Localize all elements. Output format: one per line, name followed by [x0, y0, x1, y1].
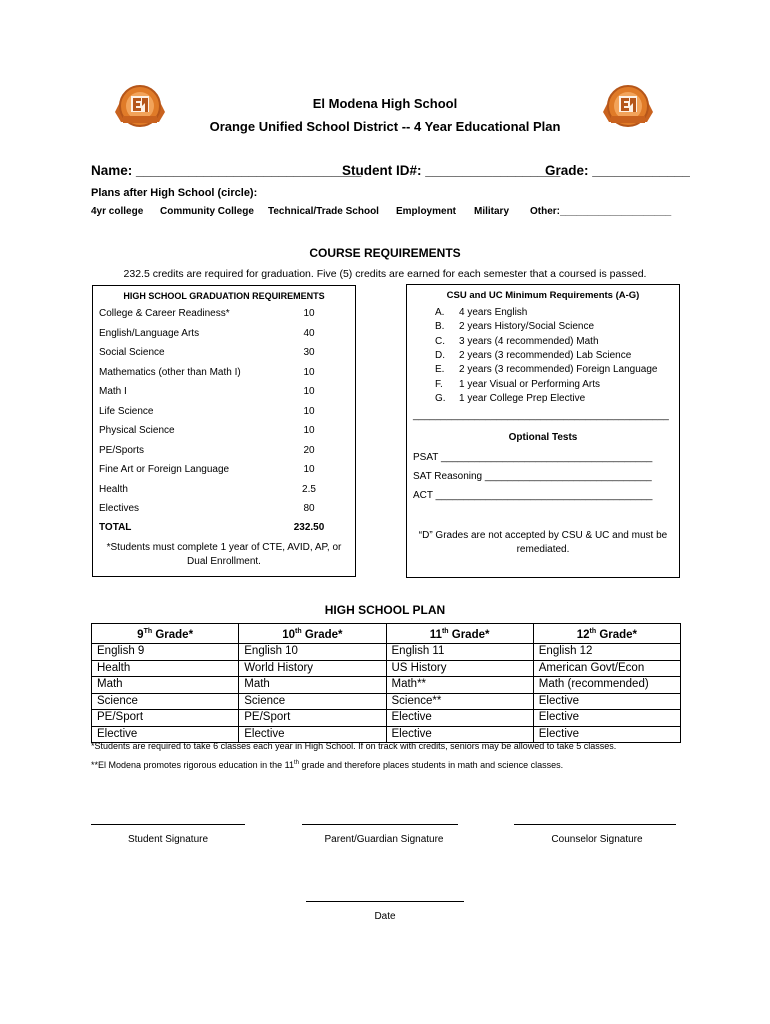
- high-school-plan-heading: HIGH SCHOOL PLAN: [324, 603, 446, 617]
- csu-item-letter: C.: [435, 335, 445, 347]
- csu-uc-heading: CSU and UC Minimum Requirements (A-G): [446, 290, 640, 301]
- csu-item-text: 3 years (4 recommended) Math: [459, 335, 599, 347]
- csu-item-text: 1 year College Prep Elective: [459, 392, 586, 404]
- grade-suffix: th: [441, 628, 449, 635]
- table-row: [92, 693, 681, 710]
- district-title: Orange Unified School District -- 4 Year Educational Plan: [209, 119, 561, 134]
- grad-requirement-row: [99, 347, 349, 361]
- plan-course-cell[interactable]: PE/Sport: [92, 710, 239, 727]
- grad-requirement-row: [99, 328, 349, 342]
- plan-course-cell[interactable]: Math (recommended): [533, 677, 680, 694]
- grad-requirement-label: Life Science: [99, 405, 154, 417]
- plan-option-employment[interactable]: Employment: [396, 206, 457, 217]
- grad-requirement-row: [99, 425, 349, 439]
- plan-course-cell[interactable]: Elective: [533, 693, 680, 710]
- date-line[interactable]: [306, 901, 464, 902]
- plan-note-1: *Students are required to take 6 classes each year in High School. If on track with credits, seniors may be allowed to take 5 classes.: [91, 741, 617, 751]
- sat-field[interactable]: SAT Reasoning ______________________________: [413, 471, 652, 482]
- plan-course-cell[interactable]: Elective: [239, 726, 386, 743]
- grade-label: Grade*: [599, 628, 638, 641]
- student-id-field-label[interactable]: Student ID#: __________________: [342, 163, 561, 178]
- plan-course-cell[interactable]: Health: [92, 660, 239, 677]
- plan-option-community-college[interactable]: Community College: [160, 206, 254, 217]
- plan-course-cell[interactable]: US History: [386, 660, 533, 677]
- counselor-signature-line[interactable]: [514, 824, 676, 825]
- plan-course-cell[interactable]: Elective: [533, 710, 680, 727]
- csu-item-text: 2 years (3 recommended) Lab Science: [459, 349, 632, 361]
- table-row: [92, 644, 681, 661]
- grade-field-label[interactable]: Grade: _____________: [545, 163, 690, 178]
- grad-requirement-label: Physical Science: [99, 425, 175, 436]
- grad-requirement-row: [99, 367, 349, 381]
- grad-requirement-label: Health: [99, 483, 128, 495]
- d-grades-note: “D” Grades are not accepted by CSU & UC and must be remediated.: [418, 530, 668, 555]
- school-name: El Modena High School: [312, 96, 458, 111]
- plan-course-cell[interactable]: Science: [92, 693, 239, 710]
- grade-number: 12: [576, 628, 590, 641]
- plan-note-2-text: **El Modena promotes rigorous education in the 11: [91, 760, 294, 770]
- csu-item-text: 4 years English: [459, 307, 528, 318]
- grad-total-value: 232.50: [293, 522, 325, 533]
- grade-suffix: th: [589, 628, 597, 635]
- table-row: [92, 677, 681, 694]
- plan-course-cell[interactable]: Science**: [386, 693, 533, 710]
- plan-course-cell[interactable]: English 11: [386, 644, 533, 661]
- plan-column-header: [533, 624, 680, 644]
- csu-item-text: 2 years History/Social Science: [459, 321, 595, 333]
- counselor-signature-label: Counselor Signature: [551, 834, 643, 845]
- student-signature-label: Student Signature: [127, 834, 209, 845]
- csu-item-letter: B.: [435, 321, 445, 333]
- plan-course-cell[interactable]: English 10: [239, 644, 386, 661]
- plan-column-header: [386, 624, 533, 644]
- csu-item-text: 2 years (3 recommended) Foreign Language: [459, 364, 658, 376]
- optional-tests-heading: Optional Tests: [508, 432, 578, 443]
- csu-divider: ______________________________________________: [413, 410, 669, 421]
- plan-course-cell[interactable]: Elective: [533, 726, 680, 743]
- plan-course-cell[interactable]: Math: [239, 677, 386, 694]
- grad-requirement-value: 10: [303, 464, 315, 475]
- csu-item-letter: A.: [435, 307, 445, 318]
- grad-requirement-value: 2.5: [302, 483, 316, 495]
- plan-course-cell[interactable]: Math: [92, 677, 239, 694]
- grade-suffix: Th: [143, 628, 153, 635]
- plan-course-cell[interactable]: PE/Sport: [239, 710, 386, 727]
- grade-label: Grade*: [451, 628, 490, 641]
- plan-note-2: [91, 760, 563, 770]
- act-field[interactable]: ACT _______________________________________: [413, 490, 653, 501]
- csu-item-letter: D.: [435, 349, 445, 361]
- plan-course-cell[interactable]: World History: [239, 660, 386, 677]
- plan-note-2-sup: th: [293, 760, 299, 766]
- grad-requirement-value: 80: [303, 503, 315, 514]
- grad-requirement-label: Math I: [99, 386, 127, 397]
- student-signature-line[interactable]: [91, 824, 245, 825]
- grad-requirement-value: 10: [303, 405, 315, 417]
- course-requirements-intro: 232.5 credits are required for graduation. Five (5) credits are earned for each semester that a coursed is passed.: [123, 268, 647, 280]
- csu-item-letter: F.: [435, 378, 443, 390]
- grad-requirement-value: 30: [303, 347, 315, 358]
- grad-requirement-label: Social Science: [99, 347, 165, 358]
- plan-option-other[interactable]: Other:____________________: [530, 206, 672, 217]
- grad-requirement-label: Electives: [99, 503, 140, 514]
- grade-number: 9: [137, 628, 144, 641]
- plan-course-cell[interactable]: English 9: [92, 644, 239, 661]
- plan-option-4yr[interactable]: 4yr college: [91, 206, 144, 217]
- plan-course-cell[interactable]: Elective: [386, 726, 533, 743]
- grad-requirement-label: English/Language Arts: [99, 327, 200, 339]
- plan-course-cell[interactable]: American Govt/Econ: [533, 660, 680, 677]
- plan-course-cell[interactable]: Math**: [386, 677, 533, 694]
- high-school-plan-table: [91, 623, 681, 743]
- csu-item-text: 1 year Visual or Performing Arts: [459, 378, 600, 390]
- plan-course-cell[interactable]: Elective: [386, 710, 533, 727]
- plan-course-cell[interactable]: Science: [239, 693, 386, 710]
- grad-requirement-row: [99, 386, 349, 400]
- table-row: [92, 710, 681, 727]
- grad-requirement-value: 10: [303, 386, 315, 397]
- csu-item-letter: G.: [435, 392, 446, 404]
- grad-requirement-label: PE/Sports: [99, 444, 145, 456]
- grad-requirement-row: [99, 308, 349, 322]
- csu-item-letter: E.: [435, 364, 445, 376]
- plan-course-cell[interactable]: Elective: [92, 726, 239, 743]
- grad-requirement-value: 20: [303, 444, 315, 456]
- grad-requirements-heading: HIGH SCHOOL GRADUATION REQUIREMENTS: [123, 291, 325, 301]
- csu-uc-requirements-box: [406, 284, 680, 578]
- plan-option-trade-school[interactable]: Technical/Trade School: [268, 206, 379, 217]
- grad-requirement-value: 10: [303, 366, 315, 378]
- course-requirements-heading: COURSE REQUIREMENTS: [309, 246, 461, 260]
- name-field-label[interactable]: Name: ______________________________: [91, 163, 362, 178]
- grad-requirement-row: [99, 406, 349, 420]
- grad-requirement-row: [99, 484, 349, 498]
- grad-requirement-row: [99, 445, 349, 459]
- psat-field[interactable]: PSAT ______________________________________: [413, 452, 653, 463]
- grade-suffix: th: [295, 628, 302, 635]
- grad-requirement-label: Fine Art or Foreign Language: [99, 464, 230, 475]
- plan-option-military[interactable]: Military: [474, 206, 510, 217]
- grad-requirement-value: 40: [303, 327, 315, 339]
- grad-requirement-row: [99, 464, 349, 478]
- plan-course-cell[interactable]: English 12: [533, 644, 680, 661]
- grad-requirement-value: 10: [303, 308, 315, 319]
- plans-heading: Plans after High School (circle):: [91, 187, 258, 199]
- grade-label: Grade*: [155, 628, 194, 641]
- plan-column-header: [92, 624, 239, 644]
- grad-requirement-label: College & Career Readiness*: [99, 308, 230, 319]
- grad-footnote: *Students must complete 1 year of CTE, AVID, AP, or Dual Enrollment.: [106, 542, 342, 567]
- date-label: Date: [374, 911, 396, 922]
- grade-number: 10: [282, 628, 295, 641]
- grad-requirement-value: 10: [303, 425, 315, 436]
- grad-requirement-label: Mathematics (other than Math I): [99, 366, 241, 378]
- grad-requirement-row: [99, 503, 349, 517]
- grad-total-label: TOTAL: [99, 522, 132, 533]
- grade-number: 11: [429, 628, 442, 641]
- graduation-requirements-box: [92, 285, 356, 577]
- table-row: [92, 660, 681, 677]
- grade-label: Grade*: [304, 628, 343, 641]
- grad-total-row: [99, 522, 349, 536]
- parent-signature-line[interactable]: [302, 824, 458, 825]
- plan-note-2-text-end: grade and therefore places students in math and science classes.: [298, 760, 564, 770]
- parent-signature-label: Parent/Guardian Signature: [324, 834, 444, 845]
- plan-column-header: [239, 624, 386, 644]
